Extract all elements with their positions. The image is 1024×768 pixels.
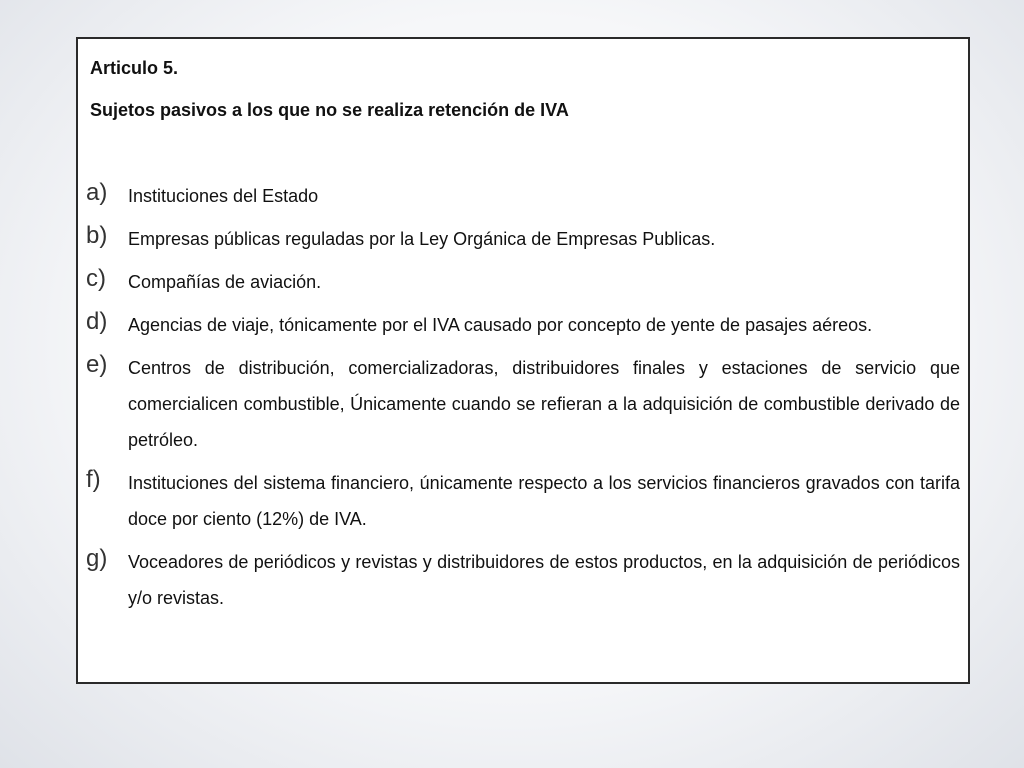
list-marker: e) [86, 351, 108, 378]
list-marker: b) [86, 222, 108, 249]
list-item-text: Empresas públicas reguladas por la Ley Orgánica de Empresas Publicas. [128, 229, 716, 249]
subject-list [86, 178, 960, 616]
list-item-c [86, 264, 960, 300]
list-item-b [86, 221, 960, 257]
list-marker: g) [86, 545, 108, 572]
article-title: Articulo 5. [90, 58, 179, 78]
list-marker: c) [86, 265, 106, 292]
article-subtitle: Sujetos pasivos a los que no se realiza retención de IVA [90, 100, 569, 120]
list-item-d [86, 307, 960, 343]
list-marker: d) [86, 308, 108, 335]
list-item-text: Compañías de aviación. [128, 272, 322, 292]
list-item-text: Agencias de viaje, tónicamente por el IVA causado por concepto de yente de pasajes aéreos. [128, 315, 873, 335]
list-item-text: Instituciones del sistema financiero, únicamente respecto a los servicios financieros gravados con tarifa doce por ciento (12%) de IVA. [128, 473, 960, 529]
list-item-e [86, 350, 960, 458]
list-item-g [86, 544, 960, 616]
list-item-a [86, 178, 960, 214]
list-marker: f) [86, 466, 101, 493]
list-item-f [86, 465, 960, 537]
list-item-text: Instituciones del Estado [128, 186, 319, 206]
article-box [76, 37, 970, 684]
list-item-text: Centros de distribución, comercializadoras, distribuidores finales y estaciones de servicio que comercialicen combustible, Únicamente cuando se refieran a la adquisición de combustible derivado de petróleo. [128, 358, 960, 450]
list-marker: a) [86, 179, 108, 206]
list-item-text: Voceadores de periódicos y revistas y distribuidores de estos productos, en la adquisición de periódicos y/o revistas. [128, 552, 960, 608]
